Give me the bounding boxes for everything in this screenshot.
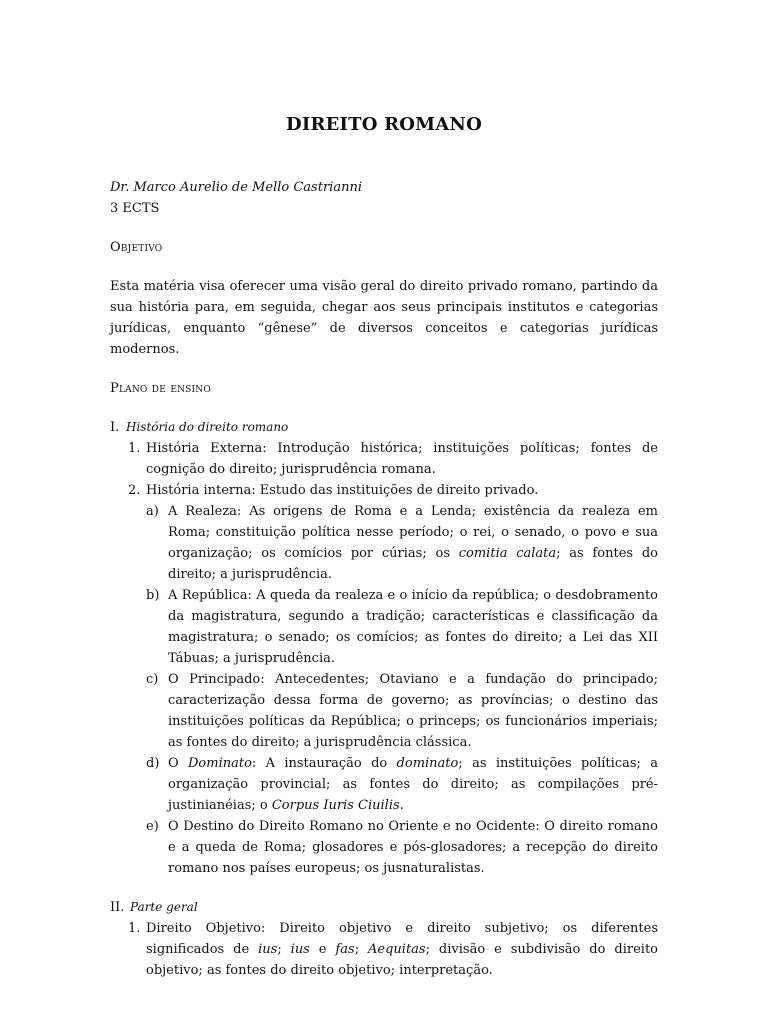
item-text: História interna: Estudo das instituições de direito privado. (146, 483, 539, 498)
credits: 3 ECTS (110, 201, 160, 216)
sub-item-text: . (399, 798, 404, 813)
list-item (110, 480, 658, 501)
sub-item-text: : A instauração do (251, 756, 397, 771)
sub-item-letter: e) (146, 819, 159, 834)
sub-item-text: ; as fontes do direito; a jurisprudência. (168, 546, 658, 582)
list-item (110, 438, 658, 480)
item-text: História Externa: Introdução histórica; instituições políticas; fontes de cognição do direito; jurisprudência romana. (146, 441, 658, 477)
section-general (110, 897, 658, 918)
section-number: I. (110, 420, 120, 435)
item-text: Direito Objetivo: Direito objetivo e direito subjetivo; os diferentes significados de (146, 921, 658, 957)
sub-item-text: A República: A queda da realeza e o início da república; o desdobramento da magistratura, segundo a tradição; características e classificação da magistratura; o senado; os comícios; as fontes do direito; a Lei das XII Tábuas; a jurisprudência. (168, 588, 658, 666)
section-title: Parte geral (130, 900, 198, 914)
author-name: Dr. Marco Aurelio de Mello Castrianni (110, 180, 362, 195)
item-text: ; (354, 942, 369, 957)
latin-term: ius (290, 942, 310, 957)
sub-item-text: ; as instituições políticas; a organização provincial; as fontes do direito; as compilações pré-justinianéias; o (168, 756, 658, 813)
sub-item-destino (110, 816, 658, 879)
section-title: História do direito romano (126, 420, 289, 434)
item-number: 1. (128, 921, 141, 936)
sub-item-letter: a) (146, 504, 159, 519)
latin-term: Corpus Iuris Ciuilis (271, 798, 400, 813)
sub-item-letter: d) (146, 756, 160, 771)
list-item (110, 918, 658, 981)
latin-term: Dominato (188, 756, 252, 771)
sub-item-text: O Destino do Direito Romano no Oriente e no Ocidente: O direito romano e a queda de Roma; glosadores e pós-glosadores; a recepção do direito romano nos países europeus; os jusnaturalistas. (168, 819, 658, 876)
item-text: ; (277, 942, 291, 957)
latin-term: fas (335, 942, 355, 957)
item-number: 2. (128, 483, 141, 498)
objective-paragraph: Esta matéria visa oferecer uma visão geral do direito privado romano, partindo da sua história para, em seguida, chegar aos seus principais institutos e categorias jurídicas, enquanto “gênese” de diversos conceitos e categorias jurídicas modernos. (110, 279, 658, 357)
sub-item-letter: c) (146, 672, 159, 687)
section-number: II. (110, 900, 125, 915)
section-history (110, 417, 658, 438)
plan-heading: Plano de ensino (110, 381, 211, 396)
objective-heading: Objetivo (110, 240, 163, 255)
item-number: 1. (128, 441, 141, 456)
item-text: e (309, 942, 336, 957)
latin-term: comitia calata (458, 546, 557, 561)
section-spacer (110, 879, 658, 897)
document-title: DIREITO ROMANO (286, 114, 482, 135)
sub-item-text: O Principado: Antecedentes; Otaviano e a fundação do principado; caracterização dessa forma de governo; as províncias; o destino das instituições políticas da República; o princeps; os funcionários imperiais; as fontes do direito; a jurisprudência clássica. (168, 672, 658, 750)
sub-item-principado (110, 669, 658, 753)
latin-term: Aequitas (368, 942, 426, 957)
latin-term: dominato (396, 756, 459, 771)
sub-item-text: A Realeza: As origens de Roma e a Lenda; existência da realeza em Roma; constituição política nesse período; o rei, o senado, o povo e sua organização; os comícios por cúrias; os (168, 504, 658, 561)
sub-item-realeza (110, 501, 658, 585)
sub-item-text: O (168, 756, 188, 771)
document-page (110, 110, 658, 981)
sub-item-republica (110, 585, 658, 669)
item-text: ; divisão e subdivisão do direito objetivo; as fontes do direito objetivo; interpretação. (146, 942, 658, 978)
latin-term: ius (258, 942, 278, 957)
sub-item-dominato (110, 753, 658, 816)
sub-item-letter: b) (146, 588, 160, 603)
